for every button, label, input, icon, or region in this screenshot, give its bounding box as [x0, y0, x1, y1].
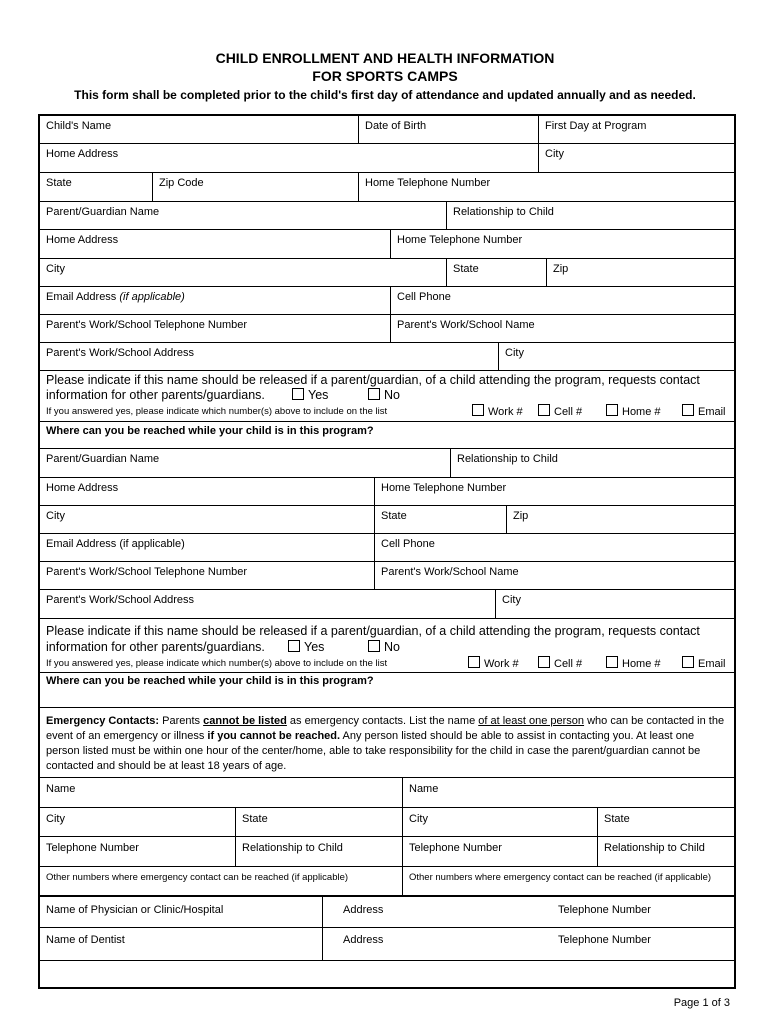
child-name-field[interactable]: Child's Name	[46, 120, 112, 132]
emergency-text: Parents	[159, 715, 204, 727]
dentist-address-field[interactable]: Address	[322, 928, 536, 960]
release-yes-label: Yes	[308, 388, 329, 402]
parent2-row-5	[40, 562, 734, 590]
checkbox-icon	[368, 640, 380, 652]
emergency-text: as emergency contacts. List the name	[286, 715, 479, 727]
release-email-1[interactable]	[682, 404, 726, 418]
emergency-row-city	[40, 808, 734, 837]
emergency2-phone-field[interactable]: Telephone Number	[402, 837, 597, 866]
release-no-2[interactable]	[368, 640, 400, 654]
parent1-zip-field[interactable]: Zip	[546, 259, 736, 286]
emergency1-relationship-field[interactable]: Relationship to Child	[235, 837, 402, 866]
emergency-label: Emergency Contacts:	[46, 715, 160, 727]
release-work-2[interactable]	[468, 656, 519, 670]
emergency2-other-numbers-field[interactable]: Other numbers where emergency contact can be reached (if applicable)	[402, 867, 736, 895]
release-home-label: Home #	[622, 406, 661, 418]
release-which-2: If you answered yes, please indicate which number(s) above to include on the list	[46, 658, 388, 669]
parent1-state-field[interactable]: State	[446, 259, 546, 286]
parent2-work-phone-field[interactable]: Parent's Work/School Telephone Number	[46, 566, 248, 578]
release-cell-1[interactable]	[538, 404, 582, 418]
release-home-label: Home #	[622, 658, 661, 670]
parent2-cell-field[interactable]: Cell Phone	[374, 534, 736, 561]
parent1-work-city-field[interactable]: City	[498, 343, 736, 370]
release-question-2b: information for other parents/guardians.	[46, 640, 265, 654]
parent2-work-city-field[interactable]: City	[495, 590, 736, 618]
release-cell-2[interactable]	[538, 656, 582, 670]
emergency-cannot-text: cannot be listed	[203, 715, 287, 727]
parent2-row-4	[40, 534, 734, 562]
child-row-3	[40, 173, 734, 202]
parent2-work-address-field[interactable]: Parent's Work/School Address	[46, 594, 195, 606]
first-day-field[interactable]: First Day at Program	[538, 116, 736, 143]
emergency2-relationship-field[interactable]: Relationship to Child	[597, 837, 736, 866]
emergency1-name-field[interactable]: Name	[46, 783, 76, 795]
parent1-home-phone-field[interactable]: Home Telephone Number	[390, 230, 736, 258]
physician-name-field[interactable]: Name of Physician or Clinic/Hospital	[46, 904, 224, 916]
physician-phone-field[interactable]: Telephone Number	[558, 904, 651, 916]
reach-row-1	[40, 421, 734, 449]
dentist-name-field[interactable]: Name of Dentist	[46, 934, 125, 946]
dentist-row	[40, 928, 734, 961]
release-block-1	[40, 371, 734, 421]
parent2-home-phone-field[interactable]: Home Telephone Number	[374, 478, 736, 505]
child-dob-field[interactable]: Date of Birth	[358, 116, 538, 143]
parent1-row-6	[40, 343, 734, 371]
parent1-row-1	[40, 202, 734, 230]
emergency2-name-field[interactable]: Name	[402, 778, 736, 807]
release-which-1: If you answered yes, please indicate which number(s) above to include on the list	[46, 406, 388, 417]
parent1-work-address-field[interactable]: Parent's Work/School Address	[46, 347, 195, 359]
release-yes-2[interactable]	[288, 640, 324, 654]
emergency-row-phone	[40, 837, 734, 867]
parent2-work-name-field[interactable]: Parent's Work/School Name	[374, 562, 736, 589]
parent1-work-name-field[interactable]: Parent's Work/School Name	[390, 315, 736, 342]
blank-row[interactable]	[40, 961, 734, 989]
child-city-field[interactable]: City	[538, 144, 736, 172]
emergency-text: Any person listed should be able to assist in contacting you. At least one person listed must be within one hour of the center/home, able to take responsibility for the child in case the parent/guardian cannot be contacted and should be at least 18 years of age.	[46, 730, 701, 772]
parent2-home-address-field[interactable]: Home Address	[46, 482, 119, 494]
parent1-email-note: (if applicable)	[119, 291, 185, 303]
release-email-label: Email	[698, 406, 726, 418]
checkbox-icon	[682, 656, 694, 668]
emergency-row-other	[40, 867, 734, 897]
checkbox-icon	[682, 404, 694, 416]
checkbox-icon	[288, 640, 300, 652]
release-yes-label: Yes	[304, 640, 325, 654]
release-no-label: No	[384, 388, 400, 402]
emergency1-phone-field[interactable]: Telephone Number	[46, 842, 139, 854]
reach-question-2: Where can you be reached while your child is in this program?	[46, 675, 374, 687]
parent2-row-6	[40, 590, 734, 619]
parent1-name-field[interactable]: Parent/Guardian Name	[46, 206, 160, 218]
reach-question-1: Where can you be reached while your child is in this program?	[46, 425, 374, 437]
emergency2-city-field[interactable]: City	[402, 808, 597, 836]
parent2-row-1	[40, 449, 734, 478]
checkbox-icon	[468, 656, 480, 668]
emergency-row-name	[40, 778, 734, 808]
parent2-city-field[interactable]: City	[46, 510, 65, 522]
release-no-1[interactable]	[368, 388, 400, 402]
checkbox-icon	[472, 404, 484, 416]
enrollment-form	[38, 114, 736, 989]
emergency1-other-numbers-field[interactable]: Other numbers where emergency contact can be reached (if applicable)	[46, 872, 349, 883]
parent2-row-2	[40, 478, 734, 506]
dentist-phone-field[interactable]: Telephone Number	[558, 934, 651, 946]
parent2-relationship-field[interactable]: Relationship to Child	[450, 449, 736, 477]
checkbox-icon	[606, 404, 618, 416]
child-home-phone-field[interactable]: Home Telephone Number	[358, 173, 736, 201]
parent2-row-3	[40, 506, 734, 534]
parent1-row-3	[40, 259, 734, 287]
release-email-label: Email	[698, 658, 726, 670]
emergency-instructions	[40, 708, 734, 778]
emergency-text: who can be contacted in the event of an emergency or illness	[46, 715, 725, 742]
parent2-name-field[interactable]: Parent/Guardian Name	[46, 453, 160, 465]
checkbox-icon	[606, 656, 618, 668]
form-subtitle: This form shall be completed prior to the child's first day of attendance and updated annually and as needed.	[74, 88, 696, 102]
form-title-line1: CHILD ENROLLMENT AND HEALTH INFORMATION	[215, 50, 555, 66]
release-email-2[interactable]	[682, 656, 726, 670]
child-state-field[interactable]: State	[46, 177, 72, 189]
emergency2-state-field[interactable]: State	[597, 808, 736, 836]
release-cell-label: Cell #	[554, 406, 583, 418]
parent1-cell-field[interactable]: Cell Phone	[390, 287, 736, 314]
parent1-city-field[interactable]: City	[46, 263, 65, 275]
release-work-label: Work #	[484, 658, 519, 670]
physician-row	[40, 897, 734, 928]
child-row-2	[40, 144, 734, 173]
reach-row-2	[40, 672, 734, 708]
release-work-label: Work #	[488, 406, 523, 418]
release-question-1b: information for other parents/guardians.	[46, 388, 265, 402]
physician-address-field[interactable]: Address	[322, 897, 536, 927]
page-number: Page 1 of 3	[673, 997, 730, 1009]
child-row-1	[40, 116, 734, 144]
child-zip-field[interactable]: Zip Code	[152, 173, 358, 201]
checkbox-icon	[368, 388, 380, 400]
parent1-home-address-field[interactable]: Home Address	[46, 234, 119, 246]
parent1-email-field[interactable]	[40, 287, 390, 314]
release-home-1[interactable]	[606, 404, 661, 418]
release-question-1: Please indicate if this name should be released if a parent/guardian, of a child attending the program, requests contact	[46, 373, 700, 387]
emergency-atleast-text: of at least one person	[478, 715, 585, 727]
parent2-zip-field[interactable]: Zip	[506, 506, 736, 533]
child-home-address-field[interactable]: Home Address	[46, 148, 119, 160]
release-home-2[interactable]	[606, 656, 661, 670]
parent1-work-phone-field[interactable]: Parent's Work/School Telephone Number	[46, 319, 248, 331]
release-yes-1[interactable]	[292, 388, 328, 402]
release-no-label: No	[384, 640, 400, 654]
parent2-state-field[interactable]: State	[374, 506, 506, 533]
parent1-row-5	[40, 315, 734, 343]
form-title-line2: FOR SPORTS CAMPS	[312, 68, 458, 84]
parent1-relationship-field[interactable]: Relationship to Child	[446, 202, 736, 229]
release-work-1[interactable]	[472, 404, 523, 418]
emergency-paragraph	[46, 714, 728, 774]
emergency1-state-field[interactable]: State	[235, 808, 402, 836]
emergency-ifyou-text: if you cannot be reached.	[207, 730, 341, 742]
parent1-email-label: Email Address	[46, 291, 120, 303]
emergency1-city-field[interactable]: City	[46, 813, 65, 825]
parent1-row-4	[40, 287, 734, 315]
release-block-2	[40, 619, 734, 672]
checkbox-icon	[538, 656, 550, 668]
release-cell-label: Cell #	[554, 658, 583, 670]
checkbox-icon	[292, 388, 304, 400]
parent2-email-field[interactable]: Email Address (if applicable)	[46, 538, 185, 550]
checkbox-icon	[538, 404, 550, 416]
release-question-2: Please indicate if this name should be released if a parent/guardian, of a child attending the program, requests contact	[46, 624, 700, 638]
parent1-row-2	[40, 230, 734, 259]
